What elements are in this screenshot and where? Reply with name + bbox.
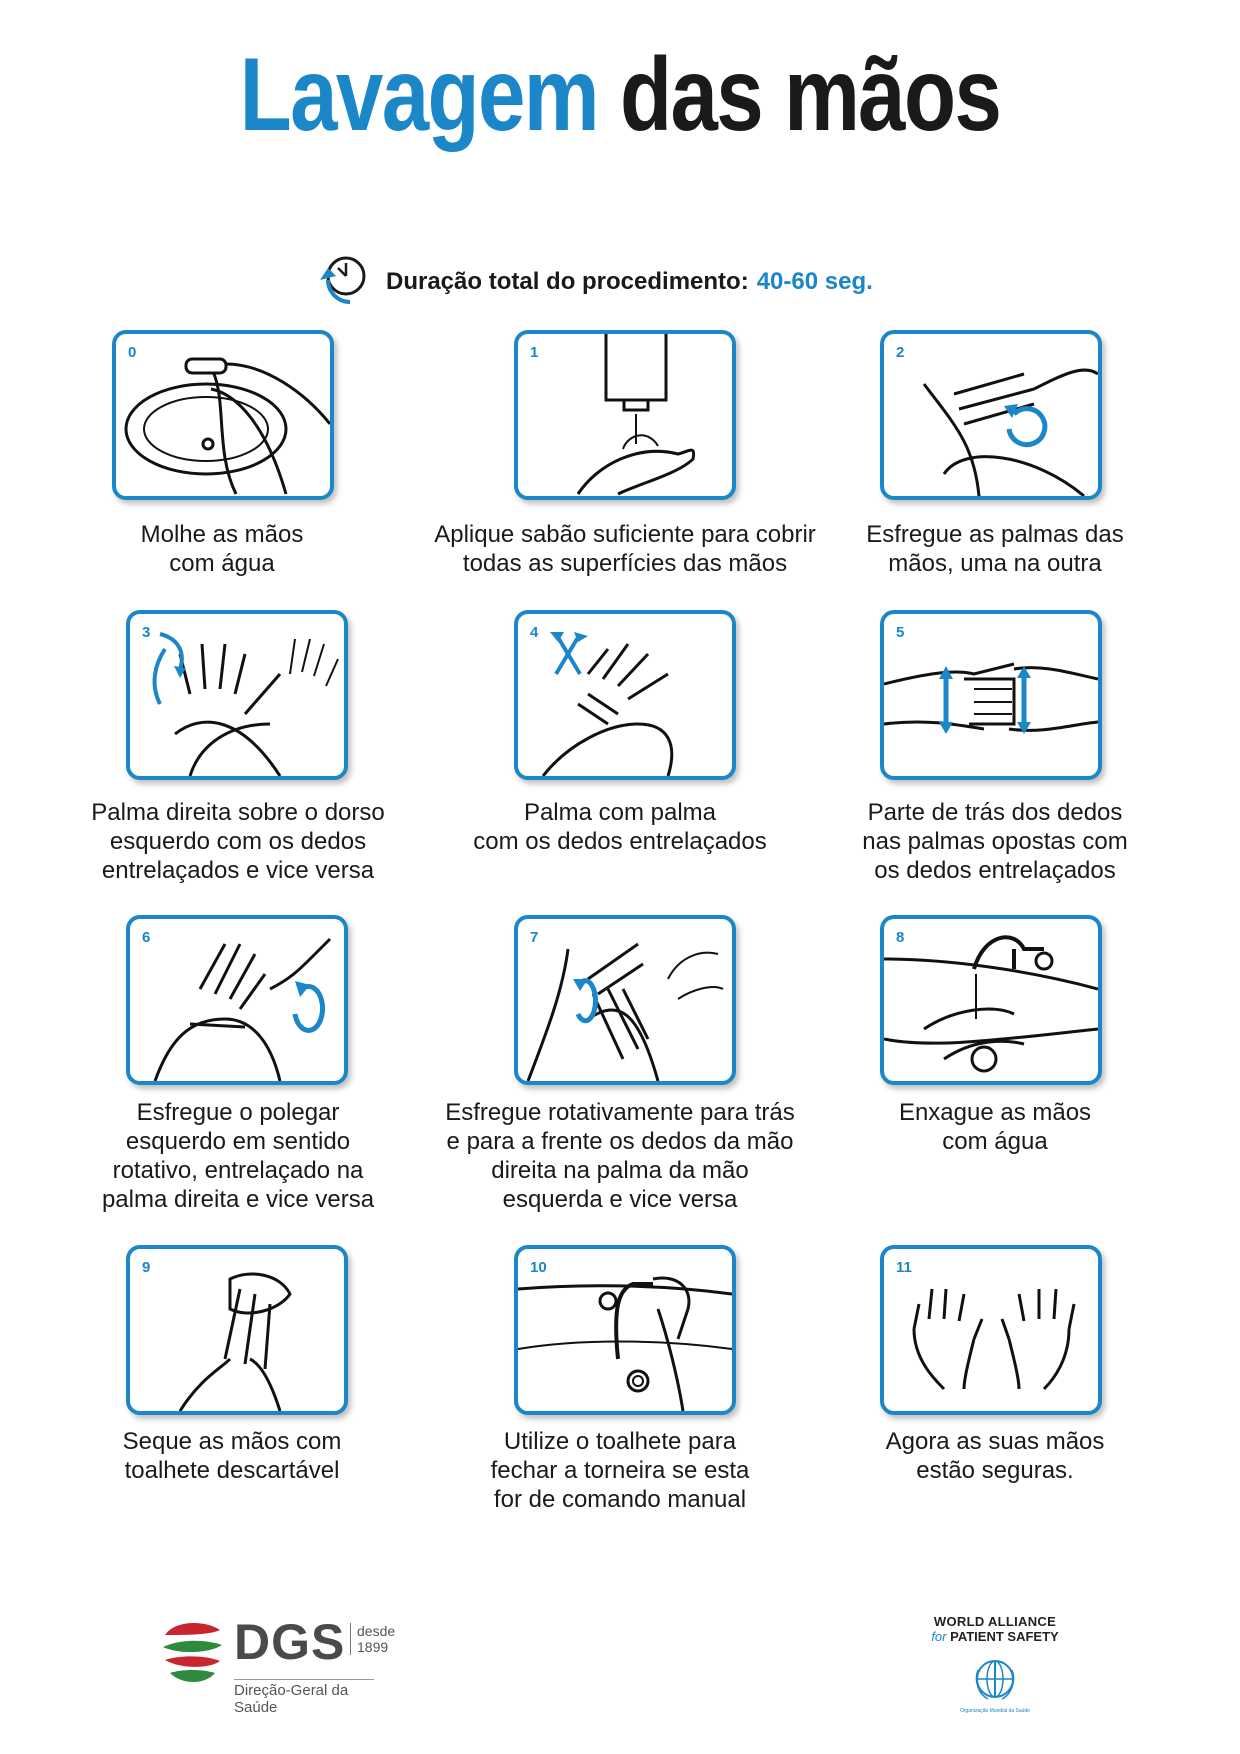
- duration-value: 40-60 seg.: [756, 268, 873, 295]
- step-1-illustration: [514, 330, 736, 500]
- step-4-illustration: [514, 610, 736, 780]
- backs-of-fingers-icon: [884, 614, 1098, 776]
- dgs-since: [350, 1623, 395, 1655]
- step-7-illustration: [514, 915, 736, 1085]
- step-number: 5: [896, 624, 905, 641]
- step-3-illustration: [126, 610, 348, 780]
- alliance-org: Organização Mundial da Saúde: [959, 1708, 1031, 1714]
- step-number: 0: [128, 344, 137, 361]
- palm-over-dorsum-icon: [130, 614, 344, 776]
- step-number: 7: [530, 929, 539, 946]
- alliance-patient-safety: PATIENT SAFETY: [950, 1629, 1059, 1644]
- duration-label: Duração total do procedimento:: [386, 268, 749, 295]
- step-number: 6: [142, 929, 151, 946]
- step-caption: Esfregue as palmas das mãos, uma na outra: [866, 521, 1124, 577]
- alliance-line2: [920, 1629, 1070, 1644]
- step-number: 2: [896, 344, 905, 361]
- step-caption: Enxague as mãos com água: [898, 1099, 1092, 1155]
- soap-dispenser-icon: [518, 334, 732, 496]
- clock-icon: [308, 250, 372, 314]
- dgs-since-label: desde: [357, 1623, 396, 1639]
- page-title: [112, 38, 1129, 152]
- step-number: 10: [530, 1259, 547, 1276]
- dgs-name: DGS: [234, 1614, 346, 1670]
- step-6-illustration: [126, 915, 348, 1085]
- fingertips-rub-icon: [518, 919, 732, 1081]
- step-caption: Palma com palma com os dedos entrelaçados: [473, 799, 767, 855]
- step-9-illustration: [126, 1245, 348, 1415]
- world-alliance-logo: [920, 1614, 1070, 1734]
- wet-hands-icon: [116, 334, 330, 496]
- dgs-logo: [160, 1614, 396, 1716]
- dry-hands-towel-icon: [130, 1249, 344, 1411]
- close-tap-towel-icon: [518, 1249, 732, 1411]
- step-number: 9: [142, 1259, 151, 1276]
- step-number: 3: [142, 624, 151, 641]
- step-caption: Utilize o toalhete para fechar a torneira se esta for de comando manual: [490, 1428, 750, 1513]
- alliance-for: for: [931, 1629, 947, 1644]
- step-0-illustration: [112, 330, 334, 500]
- palm-to-palm-interlaced-icon: [518, 614, 732, 776]
- safe-hands-icon: [884, 1249, 1098, 1411]
- dgs-full-name: Direção-Geral da Saúde: [234, 1679, 374, 1716]
- step-caption: Esfregue o polegar esquerdo em sentido rotativo, entrelaçado na palma direita e vice versa: [101, 1099, 375, 1213]
- step-caption: Esfregue rotativamente para trás e para a frente os dedos da mão direita na palma da mão esquerda e vice versa: [445, 1099, 795, 1213]
- dgs-emblem-icon: [160, 1615, 230, 1695]
- step-number: 8: [896, 929, 905, 946]
- step-2-illustration: [880, 330, 1102, 500]
- dgs-since-year: 1899: [357, 1639, 389, 1655]
- step-caption: Palma direita sobre o dorso esquerdo com os dedos entrelaçados e vice versa: [91, 799, 385, 884]
- rinse-hands-icon: [884, 919, 1098, 1081]
- who-globe-icon: [972, 1656, 1018, 1702]
- step-caption: Seque as mãos com toalhete descartável: [122, 1428, 342, 1484]
- step-5-illustration: [880, 610, 1102, 780]
- step-caption: Aplique sabão suficiente para cobrir todas as superfícies das mãos: [434, 521, 816, 577]
- alliance-line1: WORLD ALLIANCE: [933, 1614, 1057, 1629]
- step-number: 11: [896, 1259, 912, 1276]
- step-10-illustration: [514, 1245, 736, 1415]
- title-part-1: Lavagem: [239, 37, 598, 153]
- step-number: 4: [530, 624, 539, 641]
- rub-palms-icon: [884, 334, 1098, 496]
- step-caption: Parte de trás dos dedos nas palmas opostas com os dedos entrelaçados: [862, 799, 1128, 884]
- step-caption: Molhe as mãos com água: [140, 521, 304, 577]
- step-caption: Agora as suas mãos estão seguras.: [885, 1428, 1105, 1484]
- step-number: 1: [530, 344, 539, 361]
- step-11-illustration: [880, 1245, 1102, 1415]
- duration-row: [308, 252, 873, 312]
- rotational-thumb-icon: [130, 919, 344, 1081]
- title-part-2: das mãos: [620, 37, 1001, 153]
- step-8-illustration: [880, 915, 1102, 1085]
